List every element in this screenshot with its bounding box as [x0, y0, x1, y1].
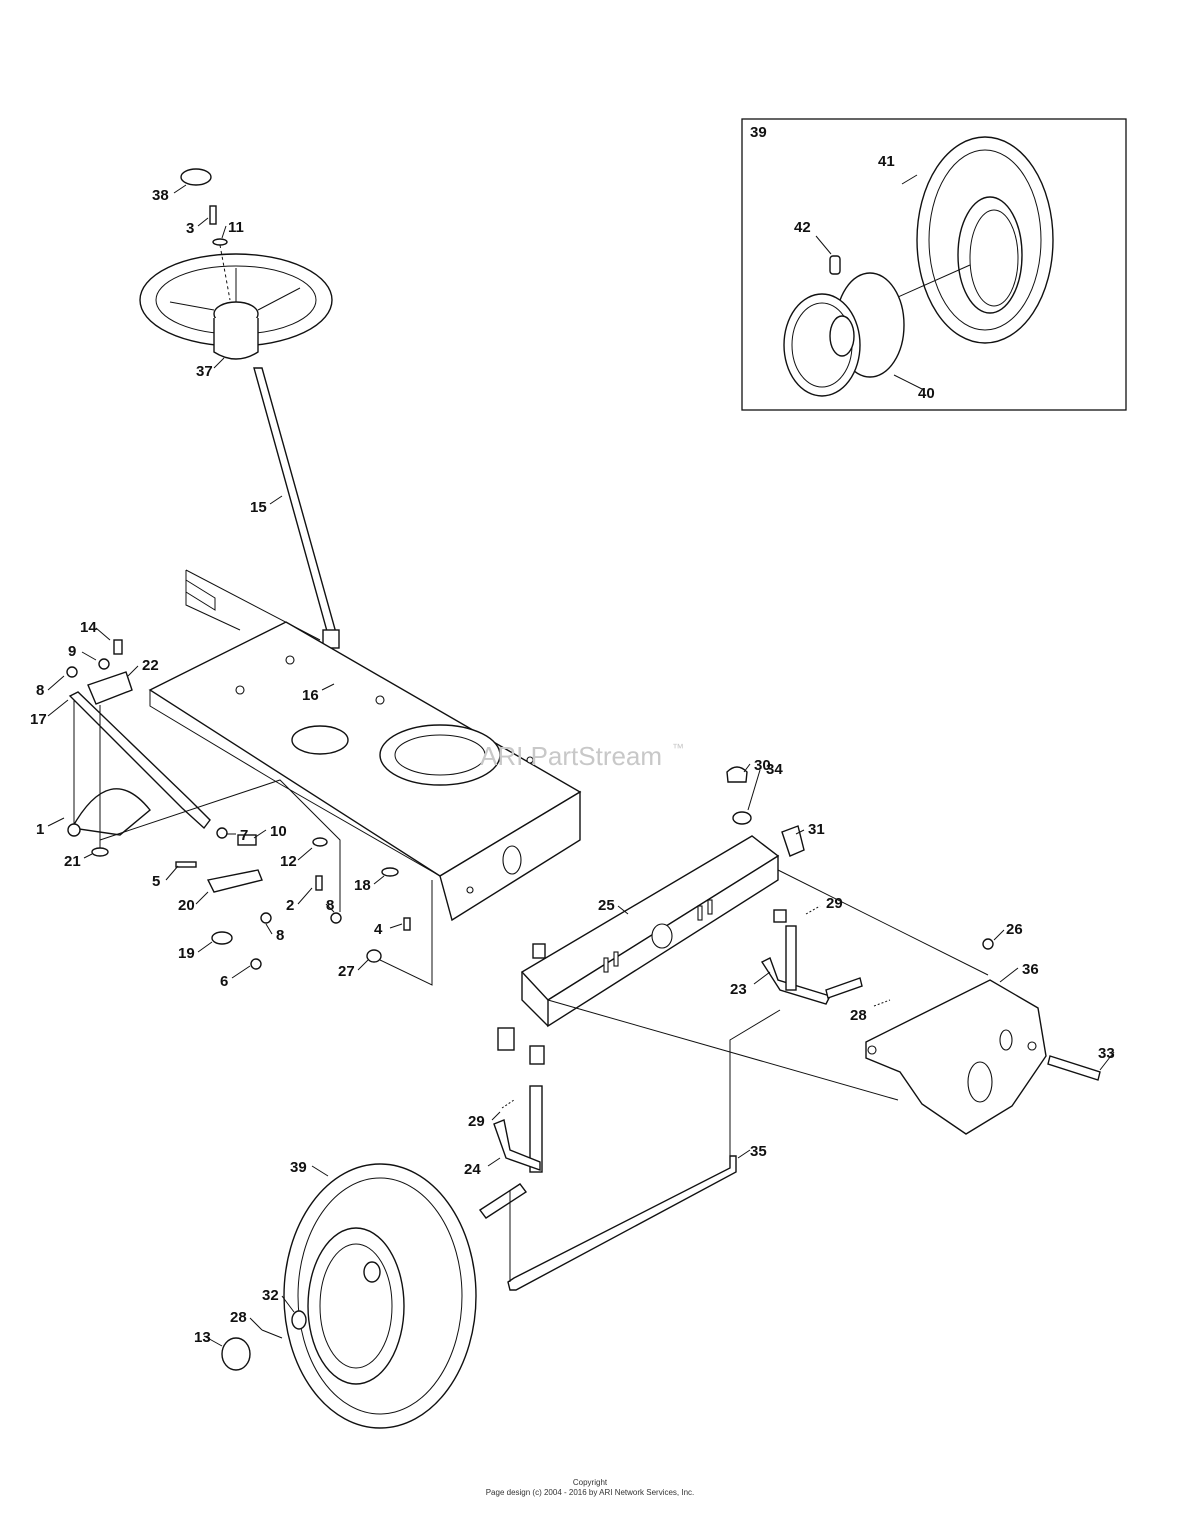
callout-8b: 8: [276, 927, 285, 944]
cotter-pin-28b: [262, 1330, 282, 1338]
callout-41: 41: [878, 153, 895, 170]
callout-15: 15: [250, 499, 267, 516]
watermark-trademark: ™: [672, 741, 684, 755]
callout-37: 37: [196, 363, 213, 380]
hub-cap-13: [222, 1338, 250, 1370]
washer-27: [367, 950, 381, 962]
nut-8a: [67, 667, 77, 677]
cotter-pin-28a: [874, 1000, 890, 1006]
callout-35: 35: [750, 1143, 767, 1160]
callout-19: 19: [178, 945, 195, 962]
callout-17: 17: [30, 711, 47, 728]
bushing-31: [782, 826, 804, 856]
steering-wheel-37: [140, 254, 332, 359]
callout-18: 18: [354, 877, 371, 894]
callout-12: 12: [280, 853, 297, 870]
nut-7: [217, 828, 227, 838]
callout-30: 30: [754, 757, 771, 774]
bolt-3: [210, 206, 216, 224]
callout-14: 14: [80, 619, 97, 636]
tie-rod-35: [508, 1156, 736, 1290]
valve-stem-42: [830, 256, 840, 274]
nut-8c: [331, 913, 341, 923]
spindle-24: [480, 1086, 542, 1218]
callout-42: 42: [794, 219, 811, 236]
callout-24: 24: [464, 1161, 481, 1178]
callout-13: 13: [194, 1329, 211, 1346]
callout-2: 2: [286, 897, 295, 914]
callout-26: 26: [1006, 921, 1023, 938]
callout-27: 27: [338, 963, 355, 980]
callout-33: 33: [1098, 1045, 1115, 1062]
washer-11: [213, 239, 227, 245]
callout-10: 10: [270, 823, 287, 840]
callout-29b: 29: [468, 1113, 485, 1130]
axle-bracket-36: [866, 980, 1046, 1134]
washer-32: [292, 1311, 306, 1329]
nut-6: [251, 959, 261, 969]
steering-cap-38: [181, 169, 211, 185]
callout-28b: 28: [230, 1309, 247, 1326]
callout-11: 11: [228, 219, 244, 236]
callout-32: 32: [262, 1287, 279, 1304]
washer-21: [92, 848, 108, 856]
bolt-33: [1048, 1056, 1100, 1080]
callout-34: 34: [766, 761, 783, 778]
callout-28a: 28: [850, 1007, 867, 1024]
callout-40: 40: [918, 385, 935, 402]
nut-9: [99, 659, 109, 669]
bushing-30: [727, 767, 747, 782]
cotter-pin-29b: [502, 1100, 514, 1108]
callout-9: 9: [68, 643, 77, 660]
callout-6: 6: [220, 973, 229, 990]
callout-22: 22: [142, 657, 159, 674]
wheel-detail-inset: [742, 119, 1126, 410]
nut-8b: [261, 913, 271, 923]
bolt-14: [114, 640, 122, 654]
callout-39: 39: [290, 1159, 307, 1176]
callout-3: 3: [186, 220, 195, 237]
callout-16: 16: [302, 687, 319, 704]
washer-12: [313, 838, 327, 846]
sector-gear-1: [68, 789, 150, 836]
pitman-arm-20: [208, 870, 262, 892]
bolt-4: [404, 918, 410, 930]
copyright-footer: [0, 1478, 1180, 1498]
callout-23: 23: [730, 981, 747, 998]
copyright-line: Copyright: [572, 1478, 608, 1487]
bolt-26: [983, 939, 993, 949]
callout-8c: 8: [326, 897, 335, 914]
bolt-2: [316, 876, 322, 890]
callout-20: 20: [178, 897, 195, 914]
callout-29a: 29: [826, 895, 843, 912]
bolt-5: [176, 862, 196, 867]
callout-25: 25: [598, 897, 615, 914]
front-tire-39: [284, 1164, 476, 1428]
bushing-34: [733, 812, 751, 824]
spindle-23: [762, 910, 862, 1004]
page-design-line: Page design (c) 2004 - 2016 by ARI Network Services, Inc.: [485, 1488, 695, 1497]
callout-4: 4: [374, 921, 383, 938]
washer-18: [382, 868, 398, 876]
callout-31: 31: [808, 821, 825, 838]
watermark: [480, 741, 684, 771]
callout-36: 36: [1022, 961, 1039, 978]
callout-5: 5: [152, 873, 161, 890]
cotter-pin-29a: [806, 906, 820, 914]
spacer-19: [212, 932, 232, 944]
callout-21: 21: [64, 853, 81, 870]
watermark-text: ARI PartStream: [480, 741, 663, 771]
steering-shaft-15: [254, 368, 339, 648]
tire-41: [917, 137, 1053, 343]
bracket-22: [88, 672, 132, 704]
callout-38: 38: [152, 187, 169, 204]
callout-7: 7: [240, 827, 249, 844]
callout-8a: 8: [36, 682, 45, 699]
callout-1: 1: [36, 821, 45, 838]
inset-label: 39: [750, 124, 767, 141]
